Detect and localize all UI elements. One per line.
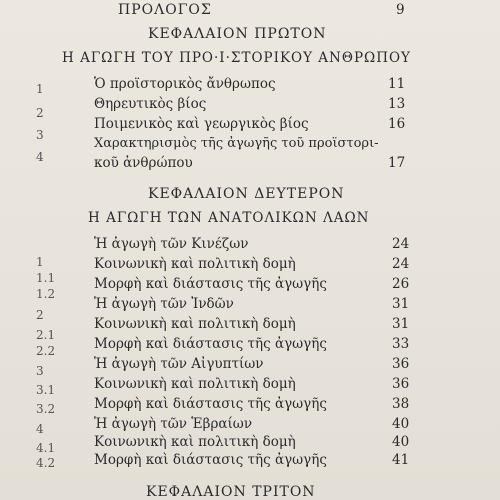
chapter-1-heading: ΚΕΦΑΛΑΙΟΝ ΠΡΩΤΟΝ: [148, 26, 327, 42]
toc-entry-title: Χαρακτηρισμὸς τῆς ἀγωγῆς τοῦ προϊστορι-: [94, 136, 379, 151]
entry-number: 4: [36, 422, 44, 436]
toc-entry-title: Μορφὴ καὶ διάστασις τῆς ἀγωγῆς: [94, 452, 327, 468]
entry-number: 2: [36, 106, 44, 120]
toc-entry-page: 24: [392, 236, 410, 252]
entry-number: 1.1: [36, 271, 56, 285]
toc-entry-page: 36: [392, 376, 410, 392]
entry-number: 1: [36, 82, 44, 96]
chapter-2-heading: ΚΕΦΑΛΑΙΟΝ ΔΕΥΤΕΡΟΝ: [148, 186, 345, 202]
toc-entry-title: Κοινωνικὴ καὶ πολιτικὴ δομὴ: [94, 376, 296, 392]
entry-number: 4.1: [36, 441, 56, 455]
entry-number: 3: [36, 364, 44, 378]
toc-entry-title: Κοινωνικὴ καὶ πολιτικὴ δομὴ: [94, 434, 296, 450]
toc-entry-title: Ἡ ἀγωγὴ τῶν Κινέζων: [94, 236, 249, 252]
entry-number: 3.1: [36, 383, 56, 397]
entry-number: 1: [36, 255, 44, 269]
toc-entry-title: Ὁ προϊστορικὸς ἄνθρωπος: [94, 76, 276, 92]
toc-entry-title: Μορφὴ καὶ διάστασις τῆς ἀγωγῆς: [94, 276, 327, 292]
entry-number: 3: [36, 128, 44, 142]
entry-number: 3.2: [36, 402, 56, 416]
toc-entry-page: 11: [388, 76, 406, 92]
toc-entry-title: Θηρευτικὸς βίος: [94, 96, 207, 112]
toc-entry-title: Ἡ ἀγωγὴ τῶν Ἑβραίων: [94, 416, 253, 432]
toc-entry-title: Ἡ ἀγωγὴ τῶν Αἰγυπτίων: [94, 356, 264, 372]
entry-number: 2.2: [36, 344, 56, 358]
entry-number: 4.2: [36, 456, 56, 470]
toc-entry-title: Κοινωνικὴ καὶ πολιτικὴ δομὴ: [94, 316, 296, 332]
chapter-1-subheading: Η ΑΓΩΓΗ ΤΟΥ ΠΡΟ·Ι·ΣΤΟΡΙΚΟΥ ΑΝΘΡΩΠΟΥ: [62, 50, 411, 66]
toc-entry-page: 36: [392, 356, 410, 372]
toc-entry-title: Μορφὴ καὶ διάστασις τῆς ἀγωγῆς: [94, 336, 327, 352]
chapter-3-heading: ΚΕΦΑΛΑΙΟΝ ΤΡΙΤΟΝ: [146, 484, 316, 500]
entry-number: 4: [36, 150, 44, 164]
toc-entry-page: 31: [392, 296, 410, 312]
toc-entry-page: 17: [388, 155, 406, 171]
toc-entry-page: 26: [392, 276, 410, 292]
toc-entry-title: Κοινωνικὴ καὶ πολιτικὴ δομὴ: [94, 256, 296, 272]
entry-number: 2: [36, 308, 44, 322]
chapter-2-subheading: Η ΑΓΩΓΗ ΤΩΝ ΑΝΑΤΟΛΙΚΩΝ ΛΑΩΝ: [88, 210, 370, 226]
toc-entry-title: Μορφὴ καὶ διάστασις τῆς ἀγωγῆς: [94, 396, 327, 412]
toc-entry-page: 38: [392, 396, 410, 412]
toc-entry-page: 40: [392, 434, 410, 450]
toc-entry-page: 24: [392, 256, 410, 272]
prologue-page-number: 9: [396, 2, 405, 18]
toc-entry-page: 13: [388, 96, 406, 112]
entry-number: 1.2: [36, 287, 56, 301]
toc-entry-title: Ἡ ἀγωγὴ τῶν Ἰνδῶν: [94, 296, 234, 312]
toc-entry-page: 31: [392, 316, 410, 332]
prologue-title: ΠΡΟΛΟΓΟΣ: [118, 2, 212, 18]
toc-entry-page: 41: [392, 452, 410, 468]
toc-entry-page: 33: [392, 336, 410, 352]
entry-number: 2.1: [36, 328, 56, 342]
toc-entry-title-continued: κοῦ ἀνθρώπου: [94, 155, 193, 171]
toc-entry-page: 40: [392, 416, 410, 432]
toc-entry-page: 16: [388, 116, 406, 132]
toc-entry-title: Ποιμενικὸς καὶ γεωργικὸς βίος: [94, 116, 309, 132]
